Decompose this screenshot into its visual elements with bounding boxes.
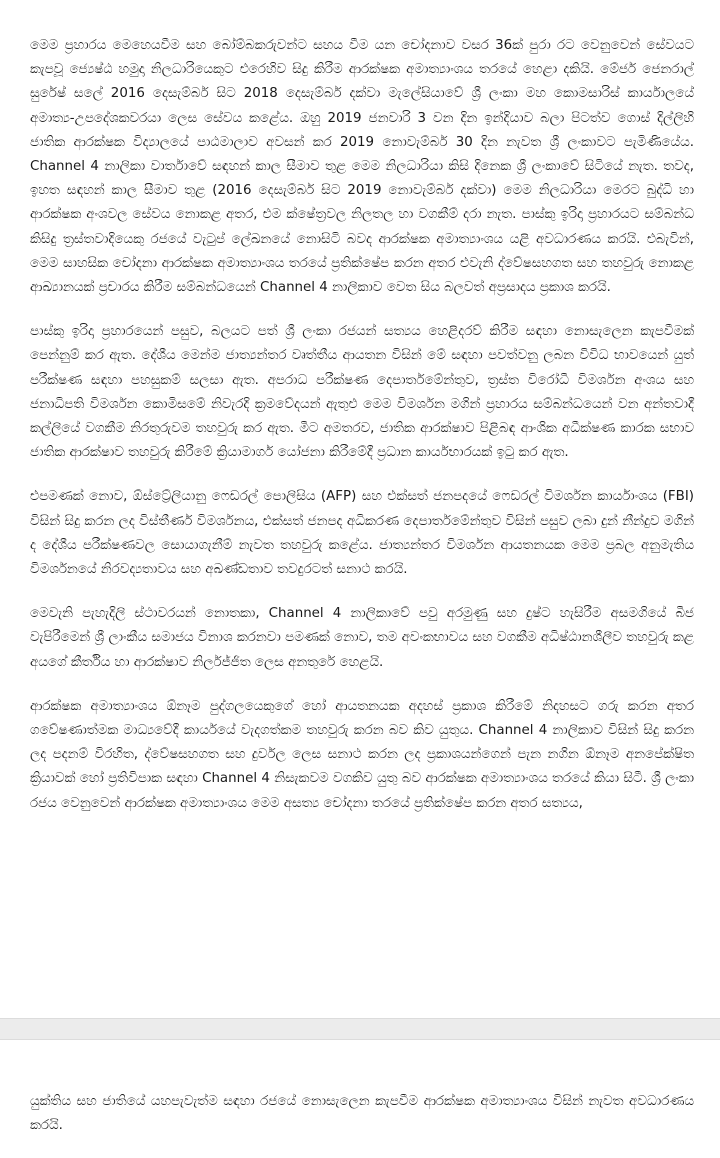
paragraph-2: පාස්කු ඉරිදා ප්‍රහාරයෙන් පසුව, බලයට පත් ශ්‍රී ලංකා රජයන් සත්‍යය හෙළිදරව් කිරීම සඳහා නොසැලෙන කැපවීමක් පෙන්නුම් කර ඇත. දේශීය මෙන්ම ජාත්‍යන්තර වෘත්තීය ආයතන විසින් මේ සඳහා පවත්වනු ලබන විවිධ භාවයෙන් යුත් පරීක්ෂණ සඳහා පහසුකම් සලසා ඇත. අපරාධ පරීක්ෂණ දෙපාර්තමේන්තුව, ත්‍රස්ත විරෝධී විමර්ශන අංශය සහ ජනාධිපති විමර්ශන කොමිසමේ නිවැරදි ක්‍රමවේදයන් ඇතුළු මෙම විමර්ශන මගින් ප්‍රහාරය සම්බන්ධයෙන් වන අන්තවාදී කල්ලියේ වගකීම නිරතුරුවම තහවුරු කර ඇත. මීට අමතරව, ජාතික ආරක්ෂාව පිළිබඳ ආංශික අධීක්ෂණ කාරක සභාව ජාතික ආරක්ෂාව තහවුරු කිරීමේ ක්‍රියාමාර්ග යෝජනා කිරීමේදී ප්‍රධාන කාර්යභාරයක් ඉටු කර ඇත.: [30, 324, 694, 461]
paragraph-4: මෙවැනි පැහැදිලි ස්ථාවරයන් නොතකා, Channel 4 නාලිකාවේ පවු අරමුණු සහ දුෂ්ට හැසිරීම අසමගියේ බීජ වැපිරීමෙන් ශ්‍රී ලාංකීය සමාජය විනාශ කරනවා පමණක් නොව, තම අවංකභාවය සහ වගකීම අධිෂ්ඨානශීලීව තහවුරු කළ අයගේ කීර්තිය හා ආරක්ෂාව නිර්ලජ්ජිත ලෙස අනතුරේ හෙළයි.: [30, 606, 694, 670]
paragraph-5: ආරක්ෂක අමාත්‍යාංශය ඕනෑම පුද්ගලයෙකුගේ හෝ ආයතනයක අදහස් ප්‍රකාශ කිරීමේ නිදහසට ගරු කරන අතර ගවේෂණාත්මක මාධ්‍යවේදී කාර්යයේ වැදගත්කම තහවුරු කරන බව කිව යුතුය. Channel 4 නාලිකාව විසින් සිදු කරන ලද පදනම් විරහිත, ද්වේෂසහගත සහ දුර්වල ලෙස සනාථ කරන ලද ප්‍රකාශයන්ගෙන් පැන නගින ඕනෑම අනපේක්ෂිත ක්‍රියාවක් හෝ ප්‍රතිවිපාක සඳහා Channel 4 නිසැකවම වගකිව යුතු බව ආරක්ෂක අමාත්‍යාංශය තරයේ කියා සිටී. ශ්‍රී ලංකා රජය වෙනුවෙන් ආරක්ෂක අමාත්‍යාංශය මෙම අසත්‍ය චෝදනා තරයේ ප්‍රතික්ෂේප කරන අතර සත්‍යය,: [30, 698, 694, 811]
paragraph-1: මෙම ප්‍රහාරය මෙහෙයවීම සහ බෝම්බකරුවන්ට සහය වීම යන චෝදනාව වසර 36ක් පුරා රට වෙනුවෙන් සේවයට කැපවූ ජ්‍යෙෂ්ඨ හමුදා නිලධාරියෙකුට එරෙහිව සිදු කිරීම ආරක්ෂක අමාත්‍යාංශය තරයේ හෙළා දකියි. මේජර් ජෙනරාල් සුරේෂ් සලේ 2016 දෙසැම්බර් සිට 2018 දෙසැම්බර් දක්වා මැලේසියාවේ ශ්‍රී ලංකා මහ කොමසාරිස් කාර්යාලයේ අමාත්‍ය-උපදේශකවරයා ලෙස සේවය කළේය. ඔහු 2019 ජනවාරි 3 වන දින ඉන්දියාව බලා පිටත්ව ගොස් දිල්ලිහි ජාතික ආරක්ෂක විද්‍යාලයේ පාඨමාලාව අවසන් කර 2019 නොවැම්බර් 30 දින නැවත ශ්‍රී ලංකාවට පැමිණියේය. Channel 4 නාලිකා වාර්තාවේ සඳහන් කාල සීමාව තුළ මෙම නිලධාරියා කිසි දිනෙක ශ්‍රී ලංකාවේ සිටියේ නැත. තවද, ඉහත සඳහන් කාල සීමාව තුළ (2016 දෙසැම්බර් සිට 2019 නොවැම්බර් දක්වා) මෙම නිලධාරියා මෙරට බුද්ධි හා ආරක්ෂක අංශවල සේවය නොකළ අතර, එම ක්ෂේත්‍රවල නිලතල හා වගකීම් දරා නැත. පාස්කු ඉරිදා ප්‍රහාරයට සම්බන්ධ කිසිදු ත්‍රස්තවාදියෙකු රජයේ වැටුප් ලේඛනයේ නොසිටි බවද ආරක්ෂක අමාත්‍යාංශය යළි අවධාරණය කරයි. එබැවින්, මෙම සාහසික චෝදනා ආරක්ෂක අමාත්‍යාංශය තරයේ ප්‍රතික්ෂේප කරන අතර එවැනි ද්වේෂසහගත සහ තහවුරු නොකළ ආඛ්‍යානයක් ප්‍රචාරය කිරීම සම්බන්ධයෙන් Channel 4 නාලිකාව වෙත සිය බලවත් අප්‍රසාදය ප්‍රකාශ කරයි.: [30, 38, 694, 296]
continuation-paragraph: යුක්තිය සහ ජාතියේ යහපැවැත්ම සඳහා රජයේ නොසැලෙන කැපවීම ආරක්ෂක අමාත්‍යාංශය විසින් නැවත අවධාරණය කරයි.: [30, 1094, 694, 1134]
page-separator: [0, 1018, 720, 1040]
paragraph-3: එපමණක් නොව, ඕස්ට්‍රේලියානු ෆෙඩරල් පොලිසිය (AFP) සහ එක්සත් ජනපදයේ ෆෙඩරල් විමර්ශන කාර්යාංශය (FBI) විසින් සිදු කරන ලද විස්තීර්ණ විමර්ශනය, එක්සත් ජනපද අධිකරණ දෙපාර්තමේන්තුව විසින් පසුව ලබා දුන් නීන්දුව මගින් ද දේශීය පරීක්ෂණවල සොයාගැනීම් නැවත තහවුරු කළේය. ජාත්‍යන්තර විමර්ශන ආයතනයක මෙම ප්‍රබල අනුමැතිය විමර්ශනයේ නිරවද්‍යතාවය සහ අඛණ්ඩතාව තවදුරටත් සනාථ කරයි.: [30, 489, 694, 578]
document-body: [30, 34, 694, 836]
document-page-2: [0, 1040, 720, 1158]
